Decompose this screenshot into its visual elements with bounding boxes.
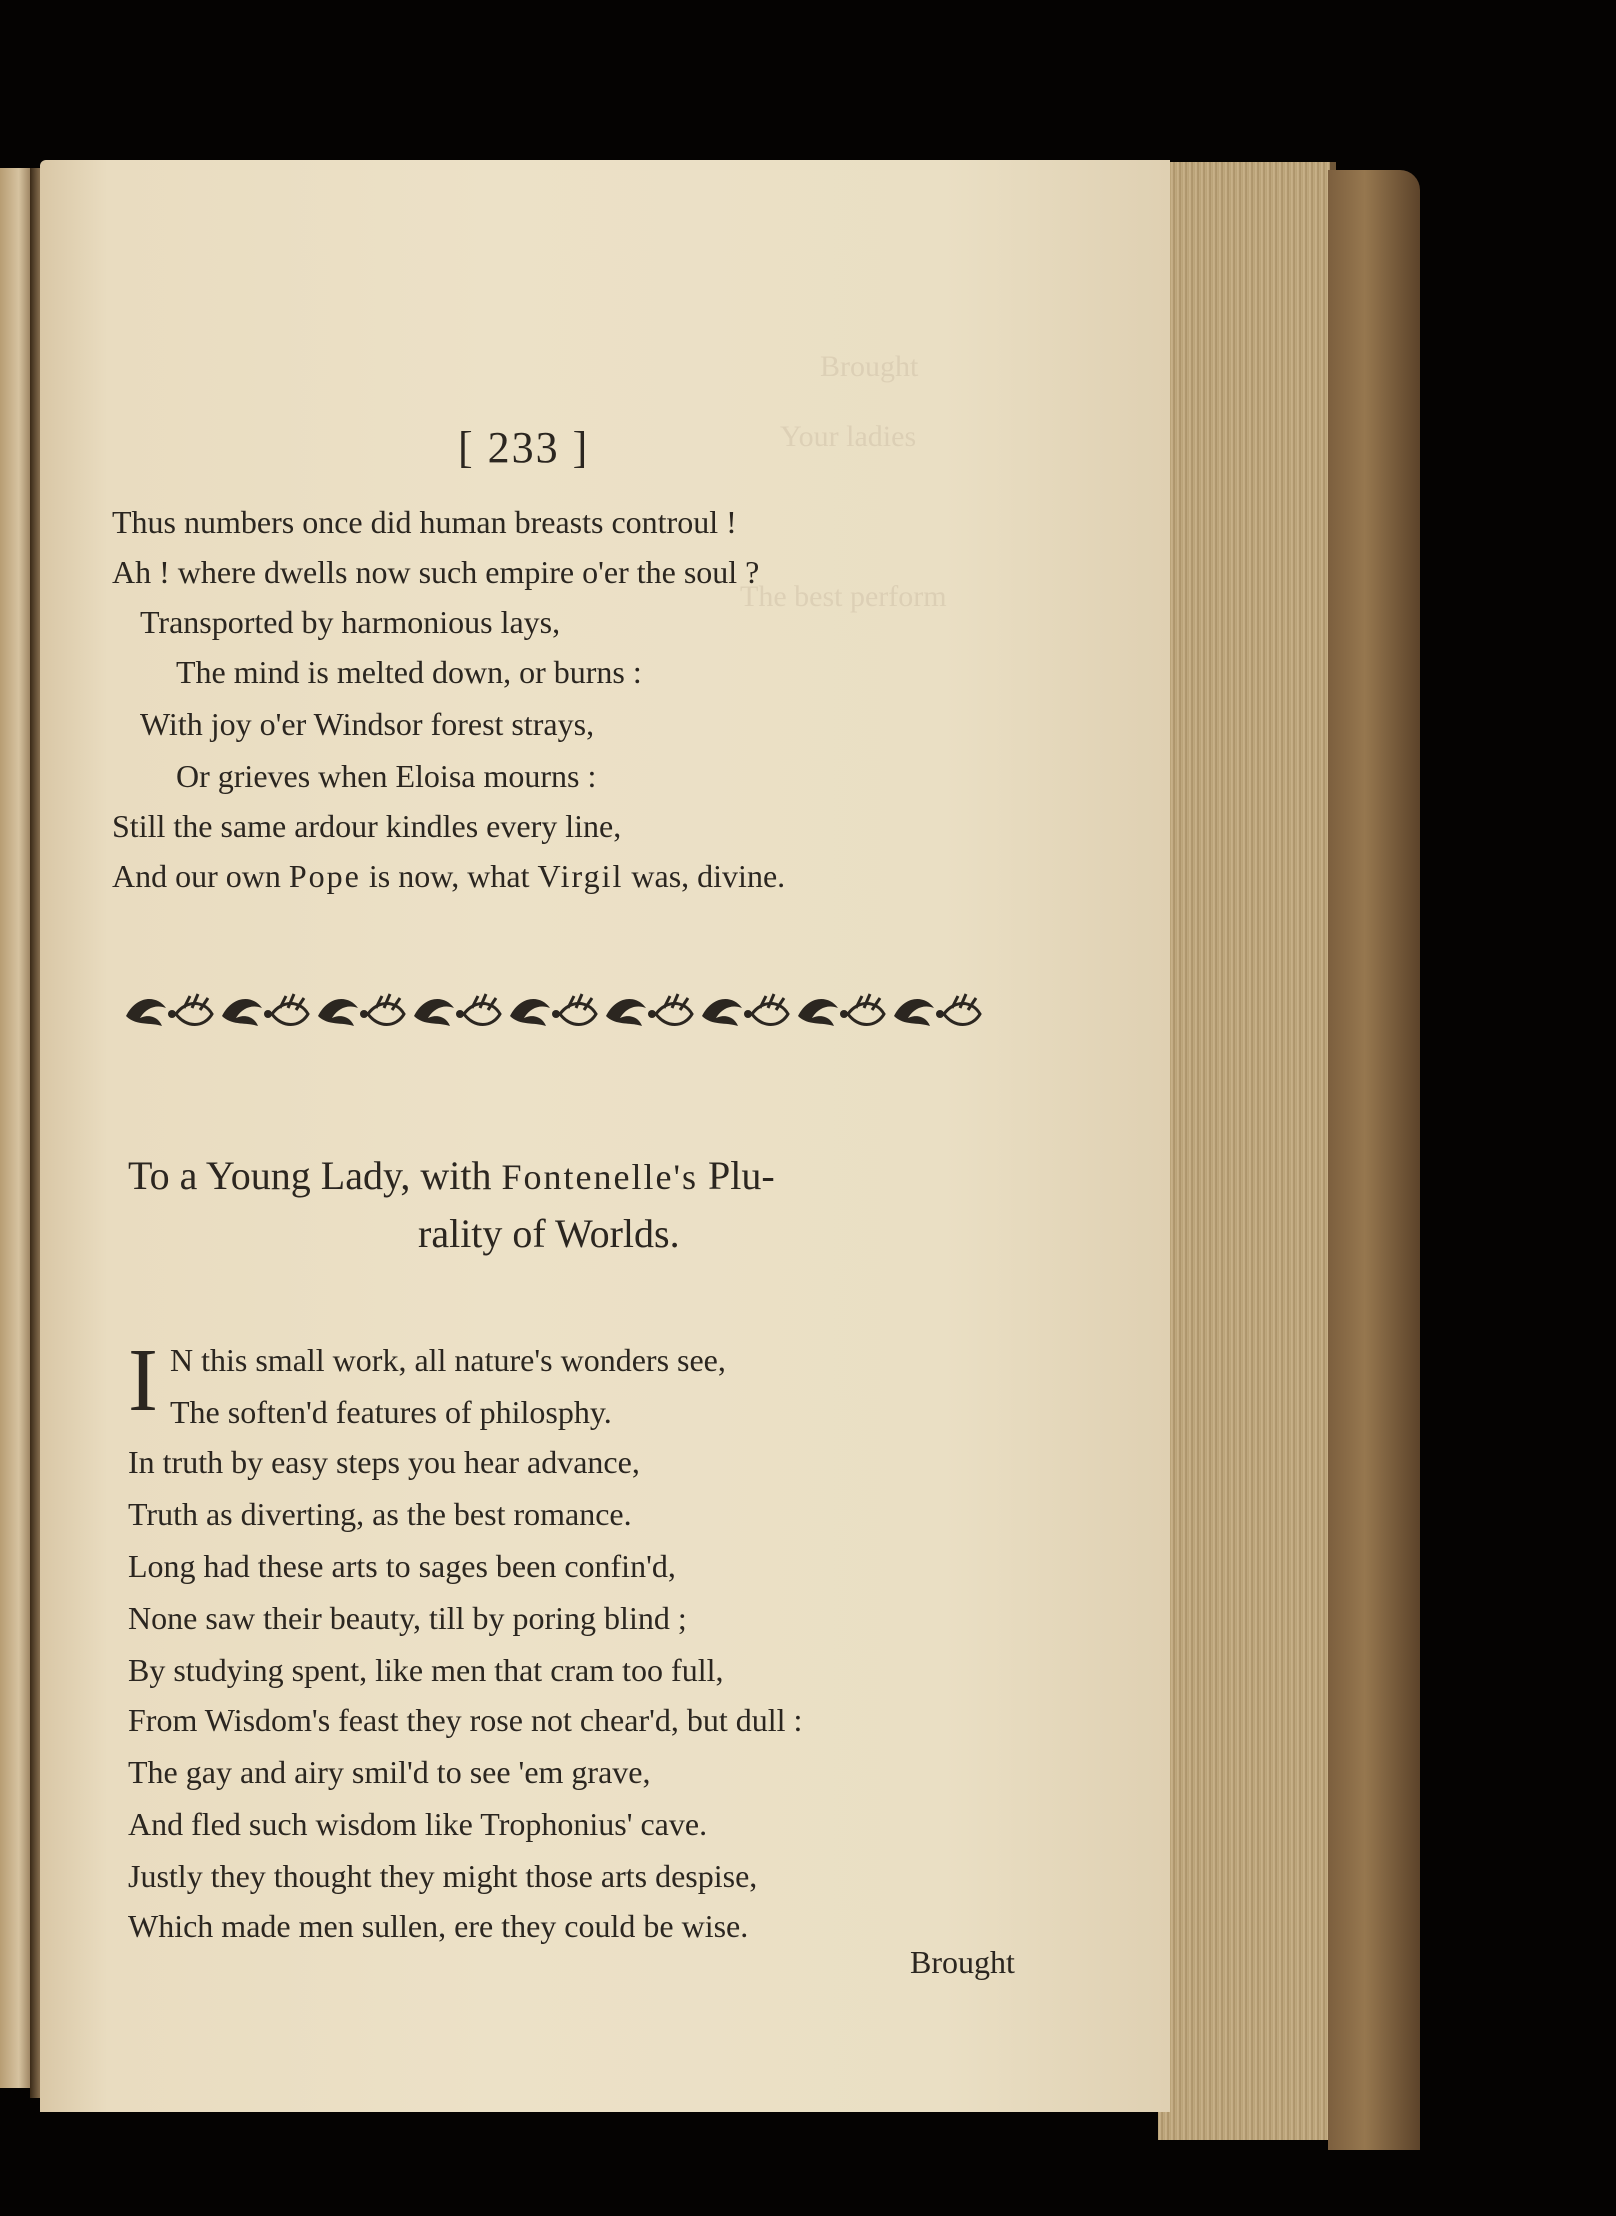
verse-line: Transported by harmonious lays, — [140, 604, 561, 640]
name-virgil: Virgil — [537, 858, 624, 894]
catchword: Brought — [910, 1944, 1015, 1980]
drop-cap: I — [128, 1331, 158, 1430]
verse-line-final: And our own Pope is now, what Virgil was, divine. — [112, 858, 786, 894]
name-pope: Pope — [288, 858, 361, 894]
verse-line: Or grieves when Eloisa mourns : — [176, 758, 597, 794]
verse-line: Thus numbers once did human breasts controul ! — [112, 504, 737, 540]
verse-line: Still the same ardour kindles every line, — [112, 808, 622, 844]
poem-line: From Wisdom's feast they rose not chear'd, but dull : — [128, 1702, 803, 1738]
poem-line: By studying spent, like men that cram too full, — [128, 1652, 724, 1688]
book-cover-board — [1328, 170, 1420, 2150]
poem-line: Justly they thought they might those arts despise, — [128, 1858, 758, 1894]
poem-line: Truth as diverting, as the best romance. — [128, 1496, 632, 1532]
fleuron-ornament — [126, 986, 1016, 1044]
page-number: [ 233 ] — [458, 423, 590, 472]
verse-line: Ah ! where dwells now such empire o'er the soul ? — [112, 554, 760, 590]
verse-line: With joy o'er Windsor forest strays, — [140, 706, 595, 742]
poem-title-line1: To a Young Lady, with Fontenelle's Plu- — [128, 1153, 775, 1198]
left-page-edge — [0, 168, 34, 2088]
name-fontenelle: Fontenelle's — [501, 1157, 698, 1197]
poem-line: And fled such wisdom like Trophonius' cave. — [128, 1806, 708, 1842]
poem-line: Long had these arts to sages been confin'd, — [128, 1548, 676, 1584]
verse-line: The mind is melted down, or burns : — [176, 654, 642, 690]
poem-line: In truth by easy steps you hear advance, — [128, 1444, 640, 1480]
page-block-edge — [1158, 162, 1336, 2140]
poem-line: Which made men sullen, ere they could be wise. — [128, 1908, 749, 1944]
poem-line-second: The soften'd features of philosphy. — [170, 1394, 612, 1430]
poem-line: None saw their beauty, till by poring blind ; — [128, 1600, 687, 1636]
poem-title-line2: rality of Worlds. — [418, 1211, 680, 1256]
poem-line: The gay and airy smil'd to see 'em grave, — [128, 1754, 651, 1790]
book-page: Brought Your ladies The best perform [ 233 ] Thus numbers once did human breasts controul ! Ah ! where dwells now such empire o'er the soul ? Transported by harmonious lays, The mind is melted down, or burns : With joy o'er Windsor forest strays, Or grieves when Eloisa mourns : Still the same ardour kindles every line, And our own Pope is now, what Virgil was, divine. To a Young Lady, with Fontenelle's Plu- rality of Worlds. I N this small work, all nature's wonders see, The soften'd features of philosphy. In truth by easy steps you hear advance, Truth as diverting, as the best romance. Long had these arts to sages been confin'd, None saw their beauty, till by poring blind ; By studying spent, like men that cram too full, From Wisdom's feast they rose not chear'd, but dull : The gay and airy smil'd to see 'em grave, And fled such wisdom like Trophonius' cave. Justly they thought they might those arts despise, Which made men sullen, ere they could be wise. Brought — [40, 160, 1170, 2112]
poem-line-first: N this small work, all nature's wonders see, — [170, 1342, 726, 1378]
